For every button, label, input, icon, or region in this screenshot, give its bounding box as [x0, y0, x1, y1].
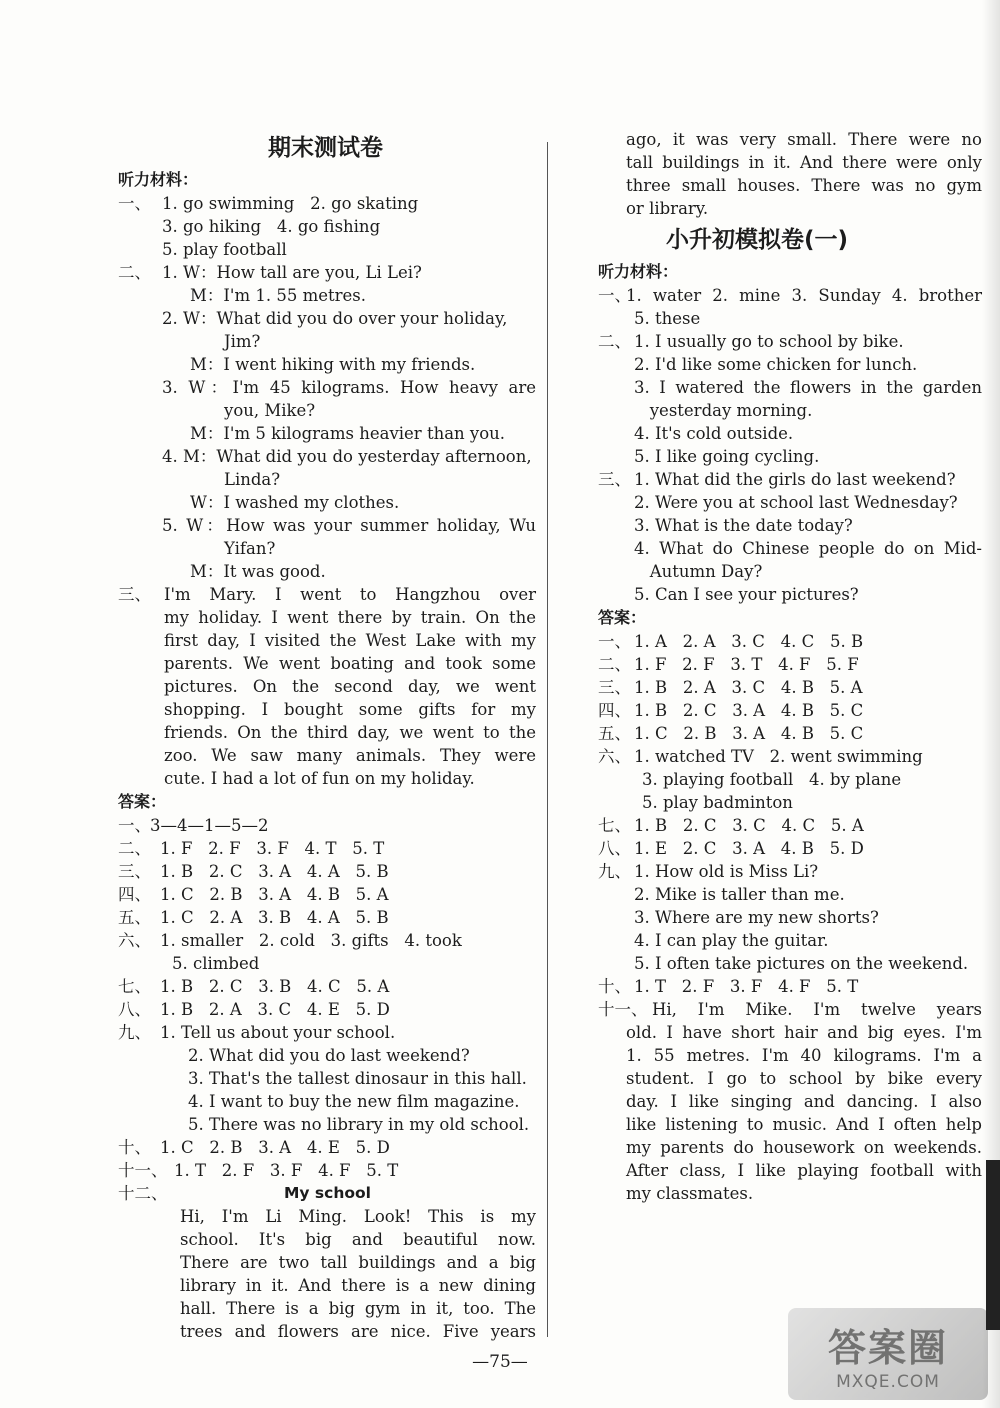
line-text: hall. There is a big gym in it, too. The	[180, 1299, 536, 1318]
line-text: yesterday morning.	[634, 401, 813, 420]
text-line	[598, 929, 982, 952]
line-text: 1. C 2. A 3. B 4. A 5. B	[160, 908, 389, 927]
text-line	[118, 767, 536, 790]
line-text: 5. climbed	[172, 954, 260, 973]
line-text: 5. Can I see your pictures?	[634, 585, 859, 604]
line-text: 3. go hiking 4. go fishing	[162, 217, 381, 236]
section-label: 答案：	[598, 608, 647, 627]
line-text: ago, it was very small. There were no	[626, 130, 982, 149]
question-number: 六、	[118, 931, 151, 950]
line-text: student. I go to school by bike every	[626, 1069, 982, 1088]
line-text: 5. There was no library in my old school.	[188, 1115, 530, 1134]
line-text: 5. play badminton	[642, 793, 793, 812]
text-line	[598, 330, 982, 353]
text-line	[118, 1182, 536, 1205]
line-text: Hi, I'm Mike. I'm twelve years	[652, 1000, 982, 1019]
line-text: Jim?	[224, 332, 261, 351]
text-line	[118, 860, 536, 883]
text-line	[598, 676, 982, 699]
text-line	[598, 491, 982, 514]
line-text: 1. B 2. A 3. C 4. E 5. D	[160, 1000, 390, 1019]
section-label: 答案：	[118, 792, 167, 811]
essay-title: My school	[284, 1184, 371, 1202]
line-text: 1. F 2. F 3. F 4. T 5. T	[160, 839, 385, 858]
right-column	[598, 128, 982, 1205]
watermark-sub-text: MXQE.COM	[836, 1371, 940, 1392]
question-number: 二、	[118, 839, 151, 858]
question-number: 一、	[598, 286, 631, 305]
line-text: Hi, I'm Li Ming. Look! This is my	[180, 1207, 536, 1226]
line-text: W：I washed my clothes.	[190, 493, 400, 512]
line-text: 4. I can play the guitar.	[634, 931, 829, 950]
text-line	[118, 814, 536, 837]
text-line	[598, 353, 982, 376]
text-line	[118, 1067, 536, 1090]
text-line	[118, 353, 536, 376]
line-text: 3. Where are my new shorts?	[634, 908, 879, 927]
line-text: 5. W：How was your summer holiday, Wu	[162, 516, 536, 535]
question-number: 二、	[598, 655, 631, 674]
line-text: 4. M：What did you do yesterday afternoon,	[162, 447, 532, 466]
line-text: M：I'm 1. 55 metres.	[190, 286, 366, 305]
line-text: shopping. I bought some gifts for my	[164, 700, 536, 719]
text-line	[598, 583, 982, 606]
text-line	[598, 514, 982, 537]
line-text: 3. I watered the flowers in the garden	[634, 378, 982, 397]
text-line	[118, 422, 536, 445]
question-number: 一、	[598, 632, 631, 651]
question-number: 三、	[598, 678, 631, 697]
text-line	[118, 330, 536, 353]
line-text: I'm Mary. I went to Hangzhou over	[164, 585, 536, 604]
text-line	[598, 860, 982, 883]
line-text: 4. What do Chinese people do on Mid-	[634, 539, 982, 558]
line-text: trees and flowers are nice. Five years	[180, 1322, 536, 1341]
question-number: 三、	[118, 585, 151, 604]
section-label: 听力材料：	[118, 170, 199, 189]
text-line	[118, 1159, 536, 1182]
text-line	[118, 1090, 536, 1113]
text-line	[598, 376, 982, 399]
line-text: 3. What is the date today?	[634, 516, 853, 535]
text-line	[118, 883, 536, 906]
section-label: 听力材料：	[598, 262, 679, 281]
question-number: 七、	[118, 977, 151, 996]
section-title: 期末测试卷	[268, 135, 383, 161]
line-text: 1. 55 metres. I'm 40 kilograms. I'm a	[626, 1046, 982, 1065]
line-text: 1. W：How tall are you, Li Lei?	[162, 263, 422, 282]
line-text: 2. I'd like some chicken for lunch.	[634, 355, 918, 374]
line-text: 1. T 2. F 3. F 4. F 5. T	[634, 977, 859, 996]
line-text: 1. F 2. F 3. T 4. F 5. F	[634, 655, 859, 674]
question-number: 八、	[118, 1000, 151, 1019]
line-text: 2. Were you at school last Wednesday?	[634, 493, 958, 512]
line-text: pictures. On the second day, we went	[164, 677, 536, 696]
text-line	[598, 1113, 982, 1136]
line-text: 1. go swimming 2. go skating	[162, 194, 419, 213]
text-line	[598, 445, 982, 468]
text-line	[118, 238, 536, 261]
question-number: 十一、	[598, 1000, 648, 1019]
text-line	[118, 1205, 536, 1228]
line-text: 3—4—1—5—2	[150, 816, 269, 835]
line-text: parents. We went boating and took some	[164, 654, 536, 673]
column-divider	[547, 142, 548, 1337]
text-line	[598, 768, 982, 791]
line-text: 3. W：I'm 45 kilograms. How heavy are	[162, 378, 536, 397]
line-text: first day, I visited the West Lake with my	[164, 631, 536, 650]
text-line	[118, 1251, 536, 1274]
line-text: 1. C 2. B 3. A 4. B 5. A	[160, 885, 389, 904]
line-text: Linda?	[224, 470, 281, 489]
line-text: 1. How old is Miss Li?	[634, 862, 819, 881]
watermark-main-text: 答案圈	[827, 1325, 948, 1370]
text-line	[598, 837, 982, 860]
line-text: After class, I like playing football with	[626, 1161, 982, 1180]
text-line	[118, 560, 536, 583]
text-line	[118, 537, 536, 560]
text-line	[118, 837, 536, 860]
text-line	[118, 744, 536, 767]
text-line	[118, 1136, 536, 1159]
text-line	[118, 376, 536, 399]
line-text: 1. water 2. mine 3. Sunday 4. brother	[626, 286, 982, 305]
line-text: 5. these	[634, 309, 701, 328]
text-line	[118, 652, 536, 675]
text-line	[598, 151, 982, 174]
text-line	[598, 722, 982, 745]
text-line	[118, 1274, 536, 1297]
question-number: 十、	[118, 1138, 151, 1157]
question-number: 六、	[598, 747, 631, 766]
text-line	[118, 1320, 536, 1343]
line-text: 1. C 2. B 3. A 4. E 5. D	[160, 1138, 390, 1157]
text-line	[118, 399, 536, 422]
text-line	[118, 975, 536, 998]
line-text: my classmates.	[626, 1184, 754, 1203]
line-text: like listening to music. And I often help	[626, 1115, 982, 1134]
text-line	[598, 560, 982, 583]
line-text: day. I like singing and dancing. I also	[626, 1092, 982, 1111]
line-text: 2. What did you do last weekend?	[188, 1046, 470, 1065]
line-text: 1. B 2. C 3. B 4. C 5. A	[160, 977, 390, 996]
question-number: 四、	[598, 701, 631, 720]
text-line	[118, 952, 536, 975]
line-text: friends. On the third day, we went to the	[164, 723, 536, 742]
question-number: 十、	[598, 977, 631, 996]
text-line	[598, 745, 982, 768]
question-number: 二、	[118, 263, 151, 282]
line-text: Autumn Day?	[634, 562, 763, 581]
text-line	[118, 192, 536, 215]
line-text: 1. What did the girls do last weekend?	[634, 470, 956, 489]
text-line	[118, 445, 536, 468]
text-line	[598, 1021, 982, 1044]
text-line	[598, 699, 982, 722]
line-text: 2. W：What did you do over your holiday,	[162, 309, 508, 328]
line-text: cute. I had a lot of fun on my holiday.	[164, 769, 475, 788]
text-line	[598, 883, 982, 906]
question-number: 九、	[598, 862, 631, 881]
line-text: 1. B 2. C 3. C 4. C 5. A	[634, 816, 864, 835]
line-text: There are two tall buildings and a big	[180, 1253, 536, 1272]
line-text: 4. I want to buy the new film magazine.	[188, 1092, 520, 1111]
line-text: M：It was good.	[190, 562, 326, 581]
text-line	[598, 791, 982, 814]
text-line	[118, 491, 536, 514]
text-line	[118, 1113, 536, 1136]
question-number: 一、	[118, 816, 151, 835]
text-line	[598, 814, 982, 837]
text-line	[598, 307, 982, 330]
question-number: 三、	[118, 862, 151, 881]
text-line	[598, 1067, 982, 1090]
text-line	[598, 468, 982, 491]
watermark-logo	[788, 1308, 988, 1400]
line-text: 1. I usually go to school by bike.	[634, 332, 904, 351]
text-line	[598, 174, 982, 197]
line-text: 1. C 2. B 3. A 4. B 5. C	[634, 724, 864, 743]
line-text: 3. That's the tallest dinosaur in this hall.	[188, 1069, 527, 1088]
text-line	[118, 307, 536, 330]
line-text: my parents do housework on weekends.	[626, 1138, 982, 1157]
text-line	[118, 514, 536, 537]
text-line	[598, 1136, 982, 1159]
question-number: 三、	[598, 470, 631, 489]
line-text: 1. smaller 2. cold 3. gifts 4. took	[160, 931, 462, 950]
text-line	[598, 422, 982, 445]
text-line	[598, 1090, 982, 1113]
line-text: old. I have short hair and big eyes. I'm	[626, 1023, 982, 1042]
text-line	[598, 1182, 982, 1205]
line-text: 5. I often take pictures on the weekend.	[634, 954, 969, 973]
text-line	[118, 284, 536, 307]
text-line	[118, 1228, 536, 1251]
line-text: 1. B 2. A 3. C 4. B 5. A	[634, 678, 863, 697]
question-number: 九、	[118, 1023, 151, 1042]
line-text: 5. play football	[162, 240, 287, 259]
line-text: 5. I like going cycling.	[634, 447, 820, 466]
question-number: 十二、	[118, 1184, 168, 1203]
text-line	[118, 468, 536, 491]
line-text: 1. B 2. C 3. A 4. A 5. B	[160, 862, 389, 881]
question-number: 四、	[118, 885, 151, 904]
text-line	[598, 197, 982, 220]
text-line	[598, 284, 982, 307]
text-line	[118, 583, 536, 606]
text-line	[118, 698, 536, 721]
text-line	[118, 998, 536, 1021]
question-number: 五、	[598, 724, 631, 743]
text-line	[118, 215, 536, 238]
text-line	[598, 998, 982, 1021]
line-text: Yifan?	[224, 539, 276, 558]
line-text: 1. A 2. A 3. C 4. C 5. B	[634, 632, 864, 651]
line-text: three small houses. There was no gym	[626, 176, 982, 195]
text-line	[598, 906, 982, 929]
text-line	[118, 1044, 536, 1067]
line-text: you, Mike?	[224, 401, 316, 420]
line-text: 1. T 2. F 3. F 4. F 5. T	[174, 1161, 399, 1180]
line-text: 1. B 2. C 3. A 4. B 5. C	[634, 701, 864, 720]
line-text: 4. It's cold outside.	[634, 424, 794, 443]
line-text: tall buildings in it. And there were only	[626, 153, 982, 172]
line-text: M：I'm 5 kilograms heavier than you.	[190, 424, 506, 443]
text-line	[118, 675, 536, 698]
question-number: 二、	[598, 332, 631, 351]
left-column	[118, 128, 536, 1343]
question-number: 八、	[598, 839, 631, 858]
text-line	[118, 929, 536, 952]
question-number: 十一、	[118, 1161, 168, 1180]
question-number: 五、	[118, 908, 151, 927]
page-edge-block	[986, 1160, 1000, 1330]
text-line	[118, 906, 536, 929]
text-line	[598, 128, 982, 151]
text-line	[118, 629, 536, 652]
question-number: 七、	[598, 816, 631, 835]
question-number: 一、	[118, 194, 151, 213]
text-line	[118, 721, 536, 744]
line-text: school. It's big and beautiful now.	[180, 1230, 536, 1249]
text-line	[118, 1021, 536, 1044]
line-text: M：I went hiking with my friends.	[190, 355, 476, 374]
text-line	[598, 537, 982, 560]
text-line	[118, 606, 536, 629]
text-line	[118, 261, 536, 284]
text-line	[598, 975, 982, 998]
page-number: —75—	[472, 1352, 528, 1372]
line-text: or library.	[626, 199, 709, 218]
line-text: 1. E 2. C 3. A 4. B 5. D	[634, 839, 864, 858]
line-text: library in it. And there is a new dining	[180, 1276, 536, 1295]
line-text: 1. Tell us about your school.	[160, 1023, 396, 1042]
text-line	[118, 1297, 536, 1320]
text-line	[598, 630, 982, 653]
line-text: zoo. We saw many animals. They were	[164, 746, 536, 765]
text-line	[598, 653, 982, 676]
line-text: my holiday. I went there by train. On the	[164, 608, 536, 627]
line-text: 1. watched TV 2. went swimming	[634, 747, 923, 766]
line-text: 2. Mike is taller than me.	[634, 885, 845, 904]
text-line	[598, 952, 982, 975]
text-line	[598, 1044, 982, 1067]
text-line	[598, 1159, 982, 1182]
line-text: 3. playing football 4. by plane	[642, 770, 902, 789]
section-title: 小升初模拟卷(一)	[666, 227, 849, 253]
text-line	[598, 399, 982, 422]
